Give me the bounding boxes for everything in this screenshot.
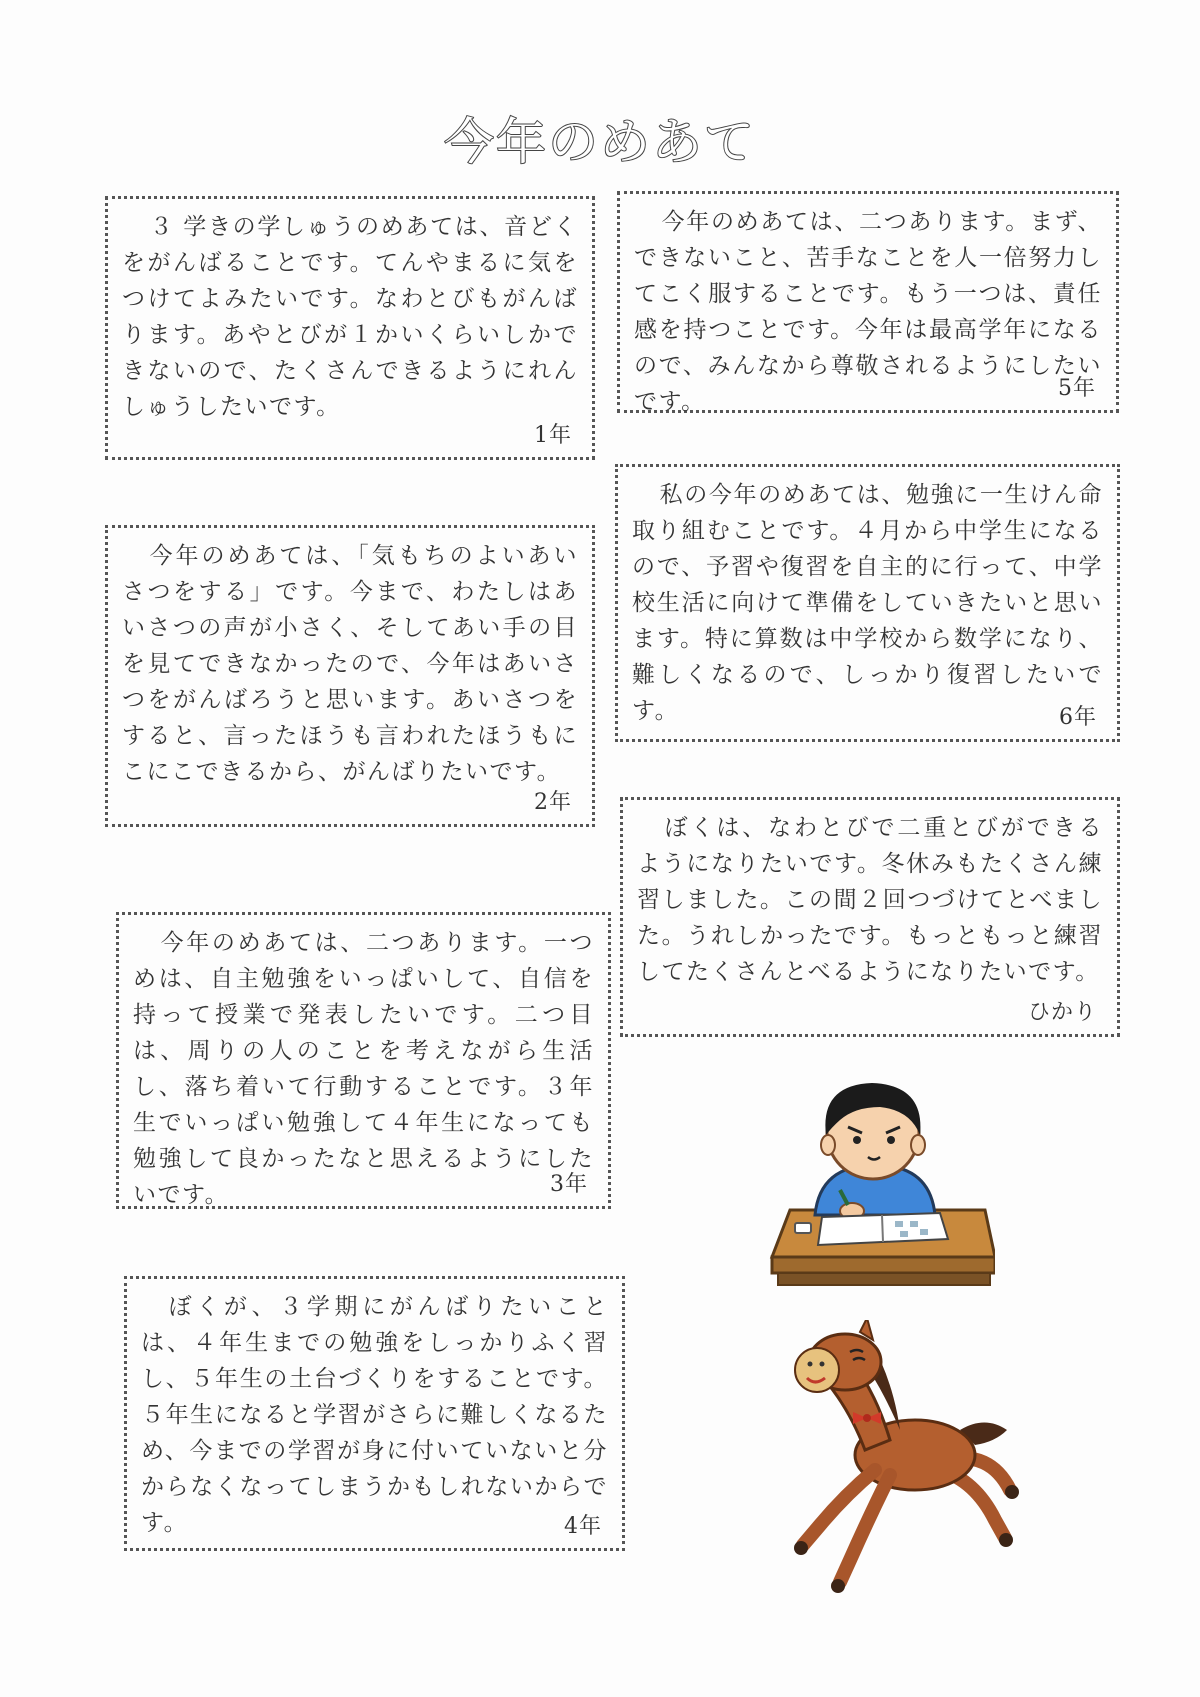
goal-box-grade2	[105, 525, 595, 827]
goal-box-grade5	[617, 191, 1119, 413]
goal-box-grade1	[105, 196, 595, 460]
page-title: 今年のめあて	[444, 113, 756, 171]
goal-box-grade4	[124, 1276, 625, 1551]
goal-box-grade3	[116, 912, 611, 1209]
goal-author: 5年	[1058, 376, 1096, 401]
goal-author: ひかり	[1027, 1000, 1097, 1025]
goal-text: 今年のめあては、「気もちのよいあいさつをする」です。今まで、わたしはあいさつの声が小さく、そしてあい手の目を見てできなかったので、今年はあいさつをがんばろうと思います。あいさつをすると、言ったほうも言われたほうもにこにこできるから、がんばりたいです。	[122, 543, 578, 785]
goal-text: 今年のめあては、二つあります。まず、できないこと、苦手なことを人一倍努力してこく服することです。もう一つは、責任感を持つことです。今年は最高学年になるので、みんなから尊敬されるようにしたいです。	[634, 209, 1102, 415]
goal-author: 1年	[534, 423, 572, 448]
goal-text: 私の今年のめあては、勉強に一生けん命取り組むことです。４月から中学生になるので、予習や復習を自主的に行って、中学校生活に向けて準備をしていきたいと思います。特に算数は中学校から数学になり、難しくなるので、しっかり復習したいです。	[632, 482, 1103, 724]
goal-text: ぼくが、３学期にがんばりたいことは、４年生までの勉強をしっかりふく習し、５年生の土台づくりをすることです。５年生になると学習がさらに難しくなるため、今までの学習が身に付いていないと分からなくなってしまうかもしれないからです。	[141, 1294, 608, 1536]
goal-author: 6年	[1059, 705, 1097, 730]
goal-author: 4年	[564, 1514, 602, 1539]
goal-box-hikari	[620, 797, 1120, 1037]
goal-box-grade6	[615, 464, 1120, 742]
goal-text: 今年のめあては、二つあります。一つめは、自主勉強をいっぱいして、自信を持って授業で発表したいです。二つ目は、周りの人のことを考えながら生活し、落ち着いて行動することです。３年生でいっぱい勉強して４年生になっても勉強して良かったなと思えるようにしたいです。	[133, 930, 594, 1208]
goal-text: ぼくは、なわとびで二重とびができるようになりたいです。冬休みもたくさん練習しました。この間２回つづけてとべました。うれしかったです。もっともっと練習してたくさんとべるようになりたいです。	[637, 815, 1103, 985]
goal-text: ３ 学きの学しゅうのめあては、音どくをがんばることです。てんやまるに気をつけてよみたいです。なわとびもがんばります。あやとびが１かいくらいしかできないので、たくさんできるようにれんしゅうしたいです。	[122, 214, 578, 420]
horse-icon	[775, 1320, 1025, 1600]
goal-author: 2年	[534, 790, 572, 815]
studying-boy-icon	[760, 1065, 995, 1300]
goal-author: 3年	[550, 1172, 588, 1197]
